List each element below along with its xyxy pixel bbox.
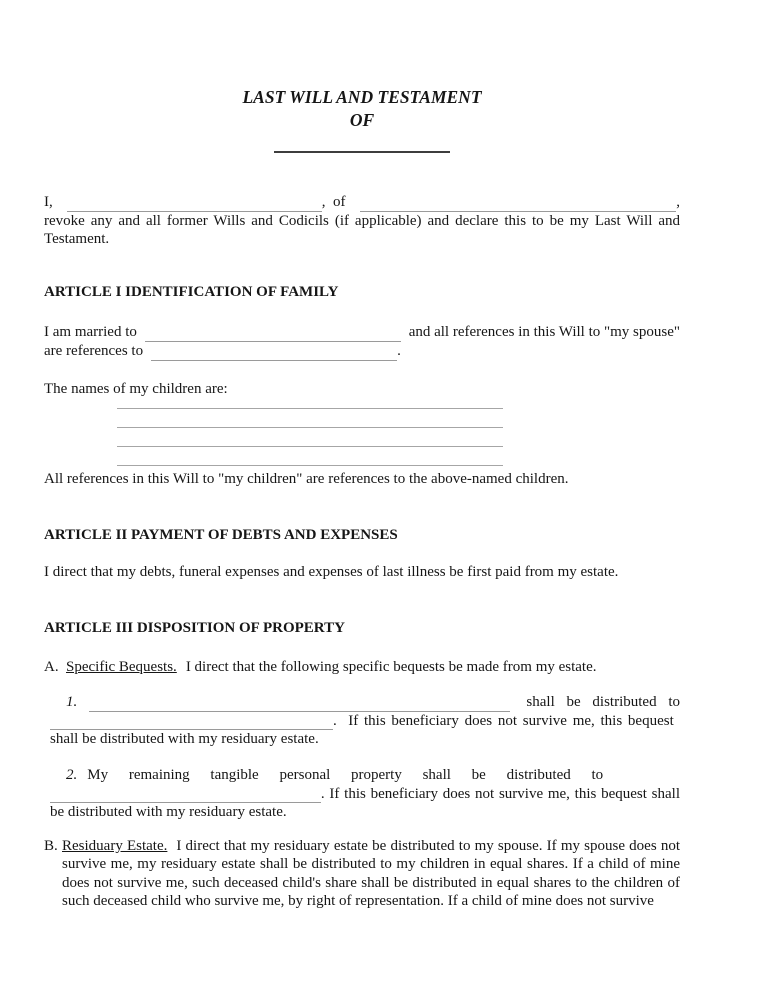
article-1-heading: ARTICLE I IDENTIFICATION OF FAMILY: [44, 283, 339, 300]
child-name-blank-3[interactable]: [117, 428, 503, 447]
opening-line: [44, 193, 680, 212]
bequest-2-beneficiary-blank[interactable]: [50, 785, 321, 804]
marriage-paragraph: [44, 323, 680, 360]
children-note-text: All references in this Will to "my children" are references to the above-named children.: [44, 471, 569, 488]
bequest-2-marker: 2.: [66, 766, 78, 783]
bequest-1-line-2: [50, 712, 680, 731]
article-2-heading: ARTICLE II PAYMENT OF DEBTS AND EXPENSES: [44, 526, 398, 543]
bequest-item-2: [50, 766, 680, 822]
child-name-blank-4[interactable]: [117, 447, 503, 466]
bequest-2-line1-text: My remaining tangible personal property shall be distributed to: [87, 766, 604, 783]
child-name-blank-2[interactable]: [117, 409, 503, 428]
bequest-1-line-1: [50, 693, 680, 712]
children-name-lines: [44, 396, 680, 466]
opening-body-text: revoke any and all former Wills and Codicils (if applicable) and declare this to be my Last Will and Testament.: [44, 212, 680, 248]
bequest-item-1: [50, 693, 680, 749]
child-name-blank-1[interactable]: [117, 396, 503, 409]
children-intro-text: The names of my children are:: [44, 380, 228, 397]
spouse-name-blank[interactable]: [145, 323, 401, 342]
bequest-2-line-1: [50, 766, 680, 785]
testator-residence-blank[interactable]: [360, 193, 677, 212]
document-title: [44, 86, 680, 132]
document-title-line1: LAST WILL AND TESTAMENT: [242, 87, 482, 107]
opening-trail-text: ,: [676, 194, 680, 210]
opening-mid-text: , of: [321, 194, 346, 210]
opening-paragraph: [44, 193, 680, 249]
opening-lead-text: I,: [44, 194, 53, 210]
married-trail-text: and all references in this Will to "my spouse": [408, 324, 680, 341]
spouse-reference-blank[interactable]: [151, 342, 397, 361]
bequest-1-beneficiary-blank[interactable]: [50, 712, 333, 731]
section-b-marker: B.: [44, 837, 58, 854]
testator-name-blank[interactable]: [67, 193, 322, 212]
references-trail-text: .: [397, 342, 401, 359]
marriage-line-1: [44, 323, 680, 342]
bequest-2-line-2: [50, 785, 680, 804]
testator-title-name-blank[interactable]: [274, 151, 450, 153]
bequest-1-line2-text: . If this beneficiary does not survive me, this bequest: [333, 712, 674, 729]
section-a-text: I direct that the following specific bequests be made from my estate.: [185, 658, 597, 675]
document-title-line2: OF: [349, 110, 375, 130]
bequest-1-description-blank[interactable]: [89, 693, 510, 712]
section-b-residuary-estate: [44, 837, 680, 911]
bequest-2-line3-text: be distributed with my residuary estate.: [50, 804, 287, 821]
bequest-1-line3-text: shall be distributed with my residuary estate.: [50, 731, 319, 748]
section-b-label: Residuary Estate.: [62, 837, 168, 854]
section-a-marker: A.: [44, 658, 59, 675]
article-3-heading: ARTICLE III DISPOSITION OF PROPERTY: [44, 619, 345, 636]
section-b-text: I direct that my residuary estate be distributed to my spouse. If my spouse does not survive me, my residuary estate shall be distributed to my children in equal shares. If a child of mine does not survive me, such deceased child's share shall be distributed in equal shares to the children of such deceased child who survive me, by right of representation. If a child of mine does not survive: [62, 837, 680, 910]
marriage-line-2: [44, 342, 680, 361]
article-2-body-text: I direct that my debts, funeral expenses and expenses of last illness be first paid from my estate.: [44, 564, 619, 581]
bequest-1-line1-text: shall be distributed to: [526, 694, 680, 711]
bequest-2-line2-text: . If this beneficiary does not survive me, this bequest shall: [320, 785, 680, 802]
section-a-specific-bequests: [44, 658, 680, 677]
section-a-label: Specific Bequests.: [66, 658, 177, 675]
married-lead-text: I am married to: [44, 324, 137, 341]
bequest-1-marker: 1.: [66, 694, 78, 711]
references-lead-text: are references to: [44, 342, 144, 359]
